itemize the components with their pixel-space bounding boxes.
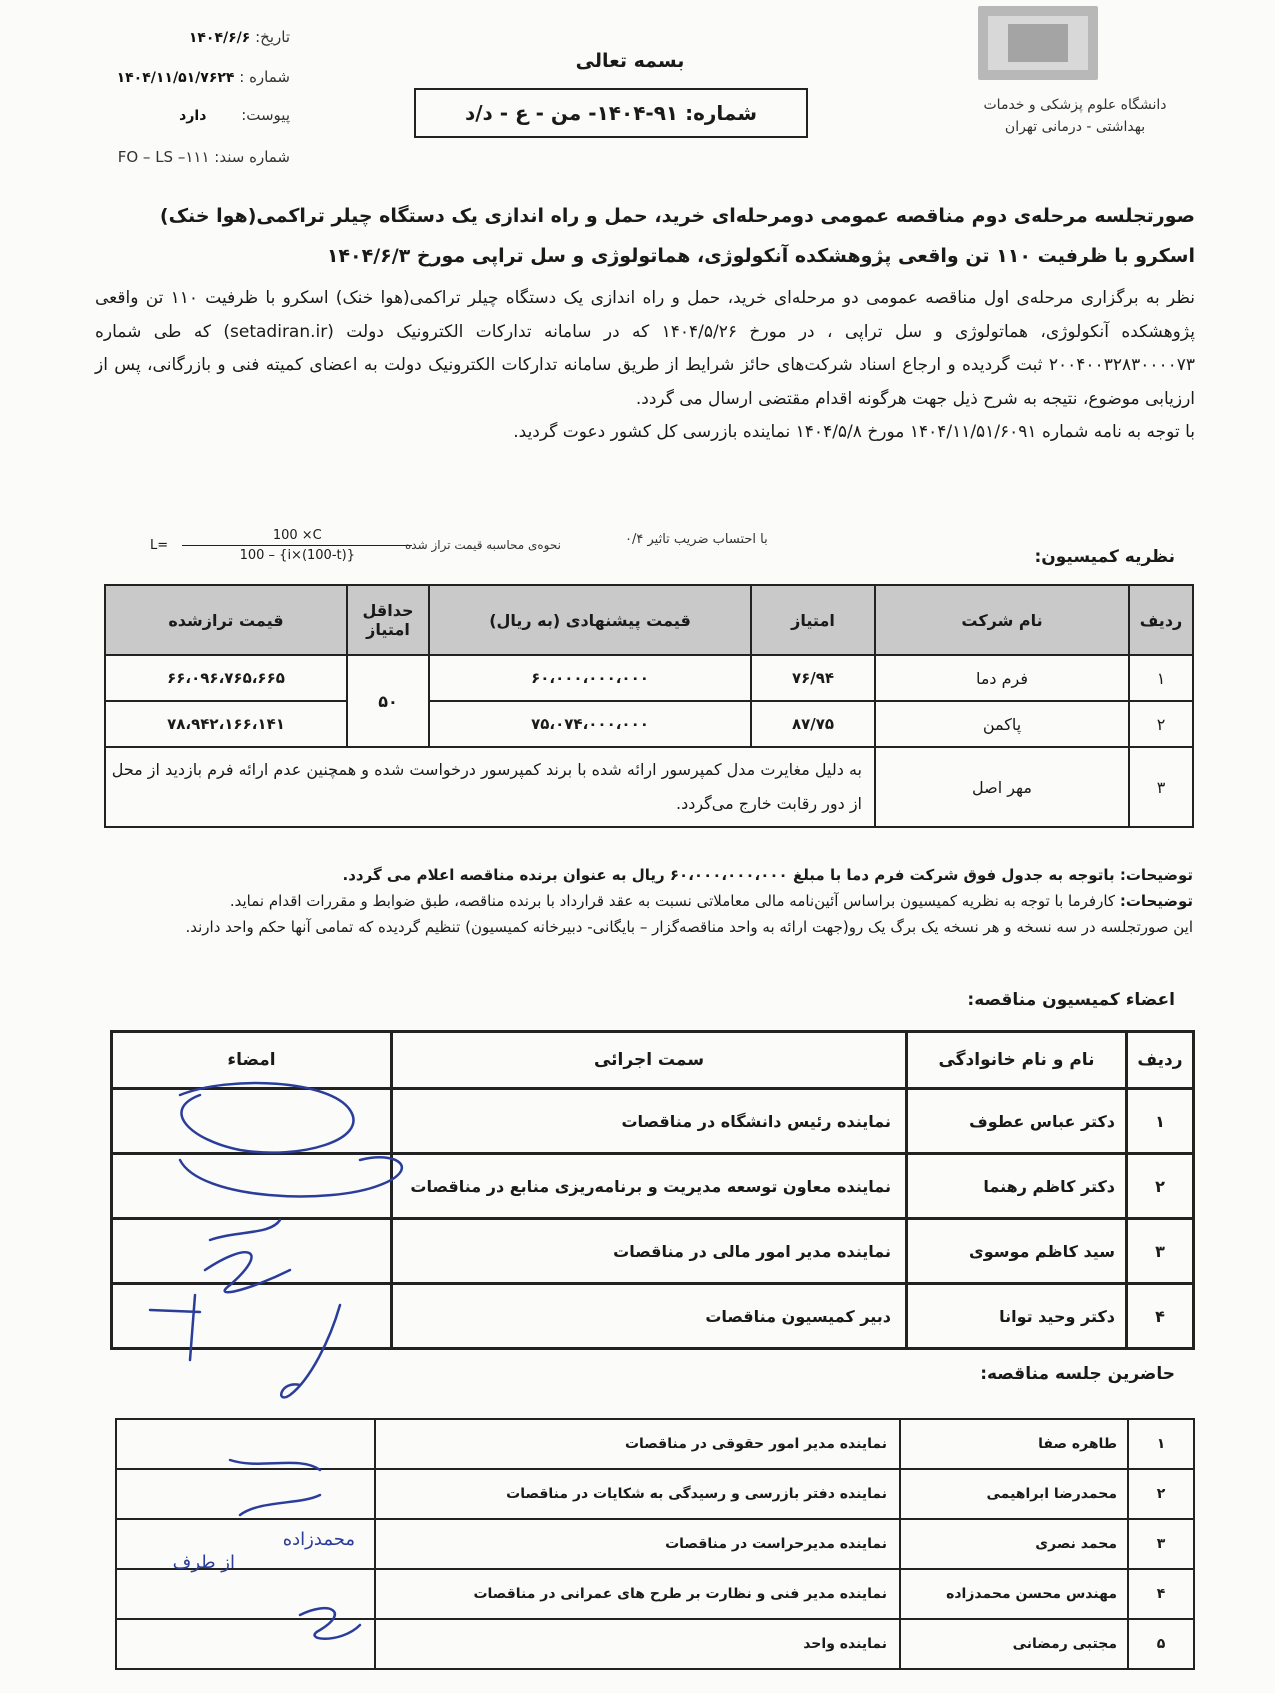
body-paragraph [95,282,1195,450]
formula-lhs: L= [150,538,169,553]
note-copies: این صورتجلسه در سه نسخه و هر نسخه یک برگ یک رو(جهت ارائه به واحد مناقصه‌گزار – بایگانی- دبیرخانه کمیسیون) تنظیم گردیده که تمامی آنها حکم واحد دارند. [185,918,1193,936]
leveled-price-formula [150,528,412,563]
bids-table [104,584,1194,828]
attachment-value: دارد [179,108,207,124]
attendee-role: نماینده مدیرحراست در مناقصات [375,1519,900,1569]
formula-denominator: 100 – {i×(100-t)} [239,548,355,563]
university-name [960,94,1190,138]
row-number: ۲ [1128,1469,1194,1519]
attendees-table [115,1418,1195,1670]
member-name: دکتر کاظم رهنما [907,1154,1127,1219]
col-price: قیمت پیشنهادی (به ریال) [429,585,751,655]
note-contract-text: کارفرما با توجه به نظریه کمیسیون براساس آئین‌نامه مالی معاملاتی نسبت به عقد قرارداد با برنده مناقصه، طبق ضوابط و مقررات اقدام نماید. [229,892,1116,910]
row-number: ۴ [1128,1569,1194,1619]
formula-numerator: 100 ×C [182,528,412,546]
member-role: نماینده مدیر امور مالی در مناقصات [392,1219,907,1284]
number-label: شماره : [239,68,290,86]
attachment-label: پیوست: [241,106,290,124]
table-row [112,1089,1194,1154]
attendee-role: نماینده مدیر فنی و نظارت بر طرح های عمرانی در مناقصات [375,1569,900,1619]
col-min-score: حداقل امتیاز [347,585,429,655]
university-name-line2: بهداشتی - درمانی تهران [1004,119,1146,135]
table-row [116,1619,1194,1669]
table-row [105,701,1193,747]
row-number: ۳ [1129,747,1193,827]
signature-cell [112,1219,392,1284]
bids-table-header [105,585,1193,655]
row-number: ۱ [1128,1419,1194,1469]
company-name: مهر اصل [875,747,1129,827]
members-heading: اعضاء کمیسیون مناقصه: [967,990,1175,1010]
attendee-role: نماینده دفتر بازرسی و رسیدگی به شکایات در مناقصات [375,1469,900,1519]
row-number: ۲ [1127,1154,1194,1219]
col-company: نام شرکت [875,585,1129,655]
number-line [60,68,290,86]
member-name: دکتر عباس عطوف [907,1089,1127,1154]
company-name: فرم دما [875,655,1129,701]
table-row [112,1219,1194,1284]
attendee-name: محمد نصری [900,1519,1128,1569]
attendee-name: طاهره صفا [900,1419,1128,1469]
university-name-line1: دانشگاه علوم پزشکی و خدمات [983,97,1167,113]
row-number: ۳ [1127,1219,1194,1284]
table-row-excluded [105,747,1193,827]
table-row [116,1569,1194,1619]
min-score: ۵۰ [347,655,429,747]
row-number: ۵ [1128,1619,1194,1669]
note-label: توضیحات: [1119,892,1193,910]
row-number: ۲ [1129,701,1193,747]
table-row [116,1419,1194,1469]
note-winner: توضیحات: باتوجه به جدول فوق شرکت فرم دما با مبلغ ۶۰،۰۰۰،۰۰۰،۰۰۰ ریال به عنوان برنده مناقصه اعلام می گردد. [342,866,1193,884]
body-paragraph-1: نظر به برگزاری مرحله‌ی اول مناقصه عمومی دو مرحله‌ای خرید، حمل و راه اندازی یک دستگاه چیلر تراکمی(هوا خنک) اسکرو با ظرفیت ۱۱۰ تن واقعی پژوهشکده آنکولوژی، هماتولوژی و سل تراپی ، در مورخ ۱۴۰۴/۵/۲۶ که در سامانه تدارکات الکترونیک دولت (setadiran.ir) که طی شماره ۲۰۰۴۰۰۳۲۸۳۰۰۰۰۷۳ ثبت گردیده و ارجاع اسناد شرکت‌های حائز شرایط از طریق سامانه تدارکات الکترونیک دولت به اعضای کمیته فنی و بازرگانی، پس از ارزیابی موضوع، نتیجه به شرح ذیل جهت هرگونه اقدام مقتضی ارسال می گردد. [95,288,1195,409]
document-title: صورتجلسه مرحله‌ی دوم مناقصه عمومی دومرحله‌ای خرید، حمل و راه اندازی یک دستگاه چیلر تراکمی(هوا خنک) اسکرو با ظرفیت ۱۱۰ تن واقعی پژوهشکده آنکولوژی، هماتولوژی و سل تراپی مورخ ۱۴۰۴/۶/۳ [159,205,1195,267]
basmala: بسمه تعالی [575,50,685,72]
signature-cell [116,1619,375,1669]
doc-number-line [55,148,290,166]
members-table-header [112,1032,1194,1089]
date-line [60,28,290,46]
commission-opinion-heading: نظریه کمیسیون: [1034,547,1175,567]
table-row [112,1284,1194,1349]
formula-calc-note: نحوه‌ی محاسبه قیمت تراز شده [405,538,561,552]
doc-number-label: شماره سند: [214,148,290,166]
score: ۷۶/۹۴ [751,655,875,701]
col-row: ردیف [1129,585,1193,655]
number-value: ۱۴۰۴/۱۱/۵۱/۷۶۲۴ [116,70,235,86]
offered-price: ۷۵،۰۷۴،۰۰۰،۰۰۰ [429,701,751,747]
leveled-price: ۷۸،۹۴۲،۱۶۶،۱۴۱ [105,701,347,747]
date-value: ۱۴۰۴/۶/۶ [188,30,251,46]
score: ۸۷/۷۵ [751,701,875,747]
col-row: ردیف [1127,1032,1194,1089]
company-name: پاکمن [875,701,1129,747]
exclusion-reason: به دلیل مغایرت مدل کمپرسور ارائه شده با برند کمپرسور درخواست شده و همچنین عدم ارائه فرم بازدید از محل از دور رقابت خارج می‌گردد. [105,747,875,827]
attachment-line [60,106,290,124]
col-leveled-price: قیمت ترازشده [105,585,347,655]
doc-number-value: FO – LS –۱۱۱ [117,148,210,166]
sig-note-1: از طرف [172,1552,235,1573]
table-row [105,655,1193,701]
table-row [116,1469,1194,1519]
formula-coef-note: با احتساب ضریب تاثیر ۰/۴ [625,532,768,547]
attendee-name: مجتبی رمضانی [900,1619,1128,1669]
row-number: ۱ [1129,655,1193,701]
attendees-heading: حاضرین جلسه مناقصه: [980,1364,1175,1384]
table-row [112,1154,1194,1219]
col-signature: امضاء [112,1032,392,1089]
row-number: ۳ [1128,1519,1194,1569]
offered-price: ۶۰،۰۰۰،۰۰۰،۰۰۰ [429,655,751,701]
row-number: ۱ [1127,1089,1194,1154]
col-score: امتیاز [751,585,875,655]
signature-cell [116,1569,375,1619]
attendee-name: محمدرضا ابراهیمی [900,1469,1128,1519]
notes [93,862,1193,940]
sig-note-2: محمدزاده [282,1529,355,1550]
attendee-role: نماینده واحد [375,1619,900,1669]
row-number: ۴ [1127,1284,1194,1349]
signature-cell [116,1419,375,1469]
date-label: تاریخ: [255,28,290,46]
signature-cell [112,1154,392,1219]
member-role: دبیر کمیسیون مناقصات [392,1284,907,1349]
member-name: دکتر وحید توانا [907,1284,1127,1349]
signature-cell [116,1519,375,1569]
member-role: نماینده معاون توسعه مدیریت و برنامه‌ریزی منابع در مناقصات [392,1154,907,1219]
leveled-price: ۶۶،۰۹۶،۷۶۵،۶۶۵ [105,655,347,701]
reference-number-box: شماره: ۹۱-۱۴۰۴- من - ع - د/د [414,88,808,138]
col-role: سمت اجرائی [392,1032,907,1089]
body-paragraph-2: با توجه به نامه شماره ۱۴۰۴/۱۱/۵۱/۶۰۹۱ مورخ ۱۴۰۴/۵/۸ نماینده بازرسی کل کشور دعوت گردید. [513,422,1195,442]
table-row [116,1519,1194,1569]
attendee-role: نماینده مدیر امور حقوقی در مناقصات [375,1419,900,1469]
col-name: نام و نام خانوادگی [907,1032,1127,1089]
members-table [110,1030,1195,1350]
signature-cell [116,1469,375,1519]
university-logo [978,6,1098,80]
member-name: سید کاظم موسوی [907,1219,1127,1284]
note-contract [93,888,1193,914]
attendee-name: مهندس محسن محمدزاده [900,1569,1128,1619]
member-role: نماینده رئیس دانشگاه در مناقصات [392,1089,907,1154]
signature-cell [112,1284,392,1349]
signature-cell [112,1089,392,1154]
